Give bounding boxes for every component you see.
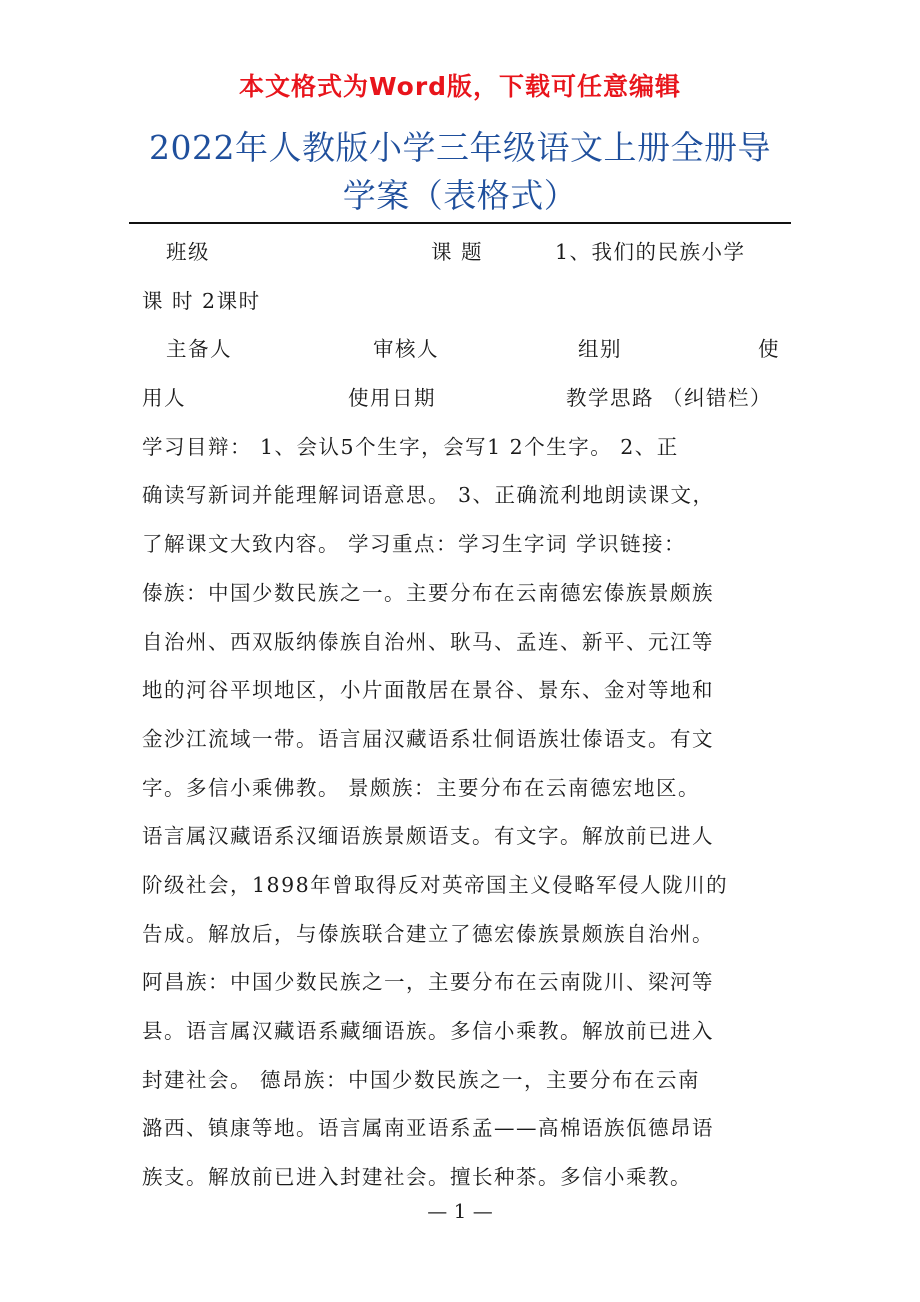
format-notice-banner: 本文格式为Word版，下载可任意编辑 (238, 72, 682, 101)
document-body (142, 228, 782, 1202)
reviewer-label: 审核人 (373, 337, 439, 362)
paragraph-line: 语言属汉藏语系汉缅语族景颇语支。有文字。解放前已进人 (142, 824, 714, 849)
topic-label: 课 题 (431, 240, 484, 264)
teaching-idea-label: 教学思路 （纠错栏） (566, 386, 773, 411)
user-label-end: 用人 (142, 386, 186, 411)
paragraph-line: 潞西、镇康等地。语言属南亚语系孟——高棉语族佤德昂语 (142, 1116, 714, 1141)
paragraph-line: 了解课文大致内容。 学习重点：学习生字词 学识链接： (142, 532, 687, 557)
paragraph-line: 傣族：中国少数民族之一。主要分布在云南德宏傣族景颇族 (142, 580, 714, 605)
title-divider (129, 222, 791, 224)
paragraph-line: 地的河谷平坝地区，小片面散居在景谷、景东、金对等地和 (142, 678, 714, 703)
paragraph-line: 阶级社会，1898年曾取得反对英帝国主义侵略军侵人陇川的 (142, 872, 729, 897)
paragraph-line: 族支。解放前已进入封建社会。擅长种茶。多信小乘教。 (142, 1165, 692, 1190)
paragraph-line: 阿昌族：中国少数民族之一，主要分布在云南陇川、梁河等 (142, 970, 714, 995)
group-label: 组别 (578, 337, 622, 362)
paragraph-line: 字。多信小乘佛教。 景颇族：主要分布在云南德宏地区。 (142, 775, 701, 800)
header-row-1 (142, 228, 782, 277)
page-number: — 1 — (427, 1199, 493, 1223)
paragraph-line: 封建社会。 德昂族：中国少数民族之一，主要分布在云南 (142, 1067, 701, 1092)
paragraph-line: 告成。解放后，与傣族联合建立了德宏傣族景颇族自治州。 (142, 921, 714, 946)
title-line-2: 学案（表格式） (342, 176, 578, 215)
paragraph-line: 确读写新词并能理解词语意思。 3、正确流利地朗读课文， (142, 483, 715, 508)
paragraph-line: 金沙江流域一带。语言届汉藏语系壮侗语族壮傣语支。有文 (142, 726, 714, 751)
class-label: 班级 (166, 240, 210, 264)
topic-value: 1、我们的民族小学 (555, 240, 746, 264)
document-title (120, 124, 800, 220)
user-label-start: 使 (758, 337, 780, 362)
lead-teacher-label: 主备人 (166, 337, 232, 362)
paragraph-line: 学习目辩： 1、会认5个生字，会写1 2个生字。 2、正 (142, 434, 679, 459)
header-row-2: 课 时 2课时 (142, 288, 261, 313)
header-row-4 (142, 374, 782, 423)
header-row-3 (142, 325, 782, 374)
paragraph-line: 县。语言属汉藏语系藏缅语族。多信小乘教。解放前已进入 (142, 1019, 714, 1043)
use-date-label: 使用日期 (348, 386, 436, 411)
title-line-1: 2022年人教版小学三年级语文上册全册导 (149, 128, 771, 167)
paragraph-line: 自治州、西双版纳傣族自治州、耿马、孟连、新平、元江等 (142, 629, 714, 654)
